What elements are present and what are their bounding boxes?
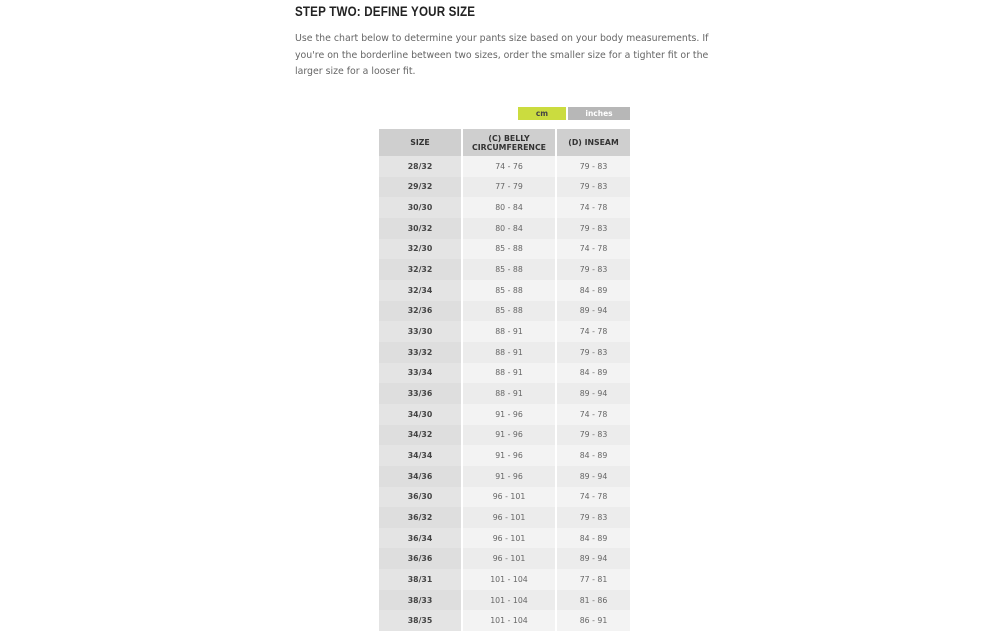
- cell-inseam: 84 - 89: [556, 280, 630, 301]
- cell-belly-circumference: 88 - 91: [462, 342, 556, 363]
- intro-text: Use the chart below to determine your pants size based on your body measurements. If you're on the borderline between two sizes, order the smaller size for a tighter fit or the larger size for a looser fit.: [295, 33, 709, 78]
- cell-inseam: 74 - 78: [556, 197, 630, 218]
- cell-belly-circumference: 88 - 91: [462, 321, 556, 342]
- cell-size: 36/34: [379, 528, 462, 549]
- cell-belly-circumference: 77 - 79: [462, 177, 556, 198]
- cell-size: 38/31: [379, 569, 462, 590]
- table-body: [379, 156, 630, 631]
- cell-size: 34/32: [379, 425, 462, 446]
- table-row: [379, 177, 630, 198]
- table-row: [379, 528, 630, 549]
- cell-size: 38/33: [379, 590, 462, 611]
- cell-size: 36/36: [379, 548, 462, 569]
- cell-inseam: 89 - 94: [556, 301, 630, 322]
- page-title: STEP TWO: DEFINE YOUR SIZE: [295, 4, 476, 19]
- table-row: [379, 487, 630, 508]
- table-row: [379, 363, 630, 384]
- cell-inseam: 79 - 83: [556, 425, 630, 446]
- cell-belly-circumference: 85 - 88: [462, 301, 556, 322]
- cell-belly-circumference: 85 - 88: [462, 280, 556, 301]
- cell-size: 34/34: [379, 445, 462, 466]
- table-row: [379, 445, 630, 466]
- cell-inseam: 89 - 94: [556, 466, 630, 487]
- cell-inseam: 79 - 83: [556, 342, 630, 363]
- cell-size: 32/34: [379, 280, 462, 301]
- header-inseam: (D) INSEAM: [556, 129, 630, 156]
- cell-inseam: 89 - 94: [556, 383, 630, 404]
- table-row: [379, 280, 630, 301]
- cell-belly-circumference: 85 - 88: [462, 239, 556, 260]
- cell-inseam: 79 - 83: [556, 156, 630, 177]
- size-chart-table: [379, 129, 630, 631]
- cell-size: 30/30: [379, 197, 462, 218]
- cell-size: 36/32: [379, 507, 462, 528]
- cell-inseam: 74 - 78: [556, 239, 630, 260]
- cell-belly-circumference: 91 - 96: [462, 466, 556, 487]
- cell-inseam: 84 - 89: [556, 445, 630, 466]
- cell-belly-circumference: 74 - 76: [462, 156, 556, 177]
- cell-inseam: 86 - 91: [556, 610, 630, 631]
- cell-size: 29/32: [379, 177, 462, 198]
- header-size: SIZE: [379, 129, 462, 156]
- table-row: [379, 239, 630, 260]
- table-row: [379, 301, 630, 322]
- cell-size: 30/32: [379, 218, 462, 239]
- table-row: [379, 548, 630, 569]
- cell-size: 33/34: [379, 363, 462, 384]
- table-row: [379, 569, 630, 590]
- cell-belly-circumference: 88 - 91: [462, 383, 556, 404]
- cell-belly-circumference: 96 - 101: [462, 487, 556, 508]
- cell-inseam: 79 - 83: [556, 218, 630, 239]
- table-row: [379, 259, 630, 280]
- table-row: [379, 383, 630, 404]
- table-row: [379, 218, 630, 239]
- cell-belly-circumference: 101 - 104: [462, 610, 556, 631]
- cell-size: 32/30: [379, 239, 462, 260]
- cell-belly-circumference: 91 - 96: [462, 445, 556, 466]
- cell-inseam: 81 - 86: [556, 590, 630, 611]
- cell-belly-circumference: 96 - 101: [462, 548, 556, 569]
- table-row: [379, 507, 630, 528]
- table-row: [379, 342, 630, 363]
- cell-belly-circumference: 91 - 96: [462, 425, 556, 446]
- cell-belly-circumference: 80 - 84: [462, 218, 556, 239]
- cell-inseam: 74 - 78: [556, 404, 630, 425]
- cell-inseam: 84 - 89: [556, 363, 630, 384]
- cell-size: 33/36: [379, 383, 462, 404]
- table-row: [379, 610, 630, 631]
- cell-size: 34/30: [379, 404, 462, 425]
- table-row: [379, 197, 630, 218]
- cell-belly-circumference: 85 - 88: [462, 259, 556, 280]
- cell-belly-circumference: 80 - 84: [462, 197, 556, 218]
- cell-size: 34/36: [379, 466, 462, 487]
- cell-size: 36/30: [379, 487, 462, 508]
- cell-belly-circumference: 101 - 104: [462, 569, 556, 590]
- cell-belly-circumference: 96 - 101: [462, 528, 556, 549]
- table-header-row: [379, 129, 630, 156]
- table-row: [379, 156, 630, 177]
- cell-inseam: 89 - 94: [556, 548, 630, 569]
- cell-belly-circumference: 101 - 104: [462, 590, 556, 611]
- cell-belly-circumference: 96 - 101: [462, 507, 556, 528]
- cell-size: 33/32: [379, 342, 462, 363]
- cell-size: 32/36: [379, 301, 462, 322]
- table-row: [379, 590, 630, 611]
- cell-size: 32/32: [379, 259, 462, 280]
- cell-inseam: 79 - 83: [556, 177, 630, 198]
- cell-size: 33/30: [379, 321, 462, 342]
- cell-inseam: 74 - 78: [556, 487, 630, 508]
- cell-size: 38/35: [379, 610, 462, 631]
- unit-toggle-cm[interactable]: cm: [518, 107, 566, 120]
- table-row: [379, 321, 630, 342]
- table-row: [379, 466, 630, 487]
- unit-toggle-inches[interactable]: inches: [568, 107, 630, 120]
- cell-inseam: 79 - 83: [556, 507, 630, 528]
- cell-belly-circumference: 91 - 96: [462, 404, 556, 425]
- cell-belly-circumference: 88 - 91: [462, 363, 556, 384]
- table-row: [379, 404, 630, 425]
- cell-size: 28/32: [379, 156, 462, 177]
- cell-inseam: 74 - 78: [556, 321, 630, 342]
- cell-inseam: 84 - 89: [556, 528, 630, 549]
- table-row: [379, 425, 630, 446]
- header-belly-circumference: (C) BELLY CIRCUMFERENCE: [462, 129, 556, 156]
- cell-inseam: 79 - 83: [556, 259, 630, 280]
- cell-inseam: 77 - 81: [556, 569, 630, 590]
